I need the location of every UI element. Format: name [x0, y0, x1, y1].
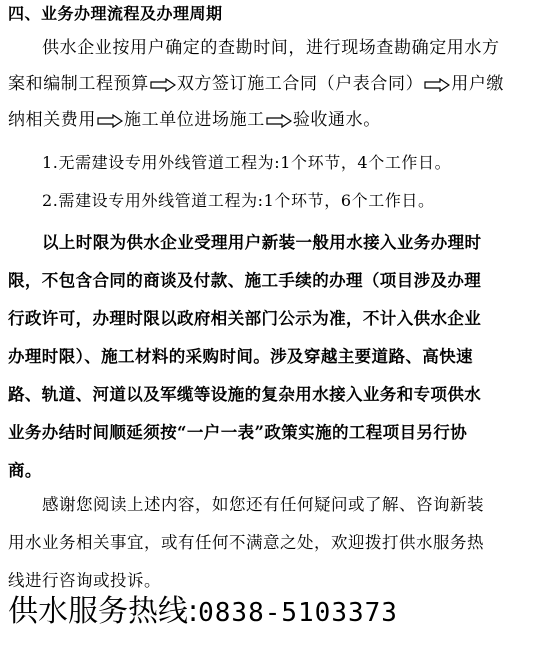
note-line: 路、轨道、河道以及军缆等设施的复杂用水接入业务和专项供水	[8, 385, 482, 404]
hotline-label: 供水服务热线:	[8, 594, 199, 629]
process-step-pay-end: 纳相关费用	[8, 110, 96, 130]
note-line: 行政许可，办理时限以政府相关部门公示为准，不计入供水企业	[8, 309, 482, 328]
service-hotline	[8, 592, 398, 633]
time-limit-note	[8, 224, 530, 490]
thanks-line: 线进行咨询或投诉。	[8, 571, 161, 590]
process-paragraph	[8, 30, 528, 138]
hotline-number[interactable]: 0838-5103373	[198, 598, 398, 628]
note-line: 商。	[8, 461, 42, 480]
thanks-line: 感谢您阅读上述内容，如您还有任何疑问或了解、咨询新装	[42, 495, 484, 514]
right-arrow-icon	[266, 114, 292, 128]
list-item-with-pipeline: 2.需建设专用外线管道工程为:1个环节，6个工作日。	[42, 191, 435, 210]
note-line: 限，不包含合同的商谈及付款、施工手续的办理（项目涉及办理	[8, 271, 482, 290]
section-heading: 四、业务办理流程及办理周期	[8, 4, 223, 23]
process-line-2	[8, 66, 528, 102]
process-step-contract: 双方签订施工合同（户表合同）	[176, 74, 424, 94]
process-step-pay-start: 用户缴	[451, 74, 505, 94]
right-arrow-icon	[150, 78, 176, 92]
process-line-1: 供水企业按用户确定的查勘时间，进行现场查勘确定用水方	[42, 38, 500, 58]
note-line: 办理时限）、施工材料的采购时间。涉及穿越主要道路、高快速	[8, 347, 473, 366]
thanks-paragraph	[8, 486, 530, 600]
list-item-no-pipeline: 1.无需建设专用外线管道工程为:1个环节，4个工作日。	[42, 153, 452, 172]
right-arrow-icon	[97, 114, 123, 128]
process-line-3	[8, 102, 528, 138]
note-line: 业务办结时间顺延须按“一户一表”政策实施的工程项目另行协	[8, 423, 468, 442]
note-line: 以上时限为供水企业受理用户新装一般用水接入业务办理时	[42, 233, 482, 252]
right-arrow-icon	[424, 78, 450, 92]
thanks-line: 用水业务相关事宜，或有任何不满意之处，欢迎拨打供水服务热	[8, 533, 484, 552]
process-step-budget: 案和编制工程预算	[8, 74, 149, 94]
process-step-construction: 施工单位进场施工	[124, 110, 265, 130]
process-step-acceptance: 验收通水。	[292, 110, 381, 130]
